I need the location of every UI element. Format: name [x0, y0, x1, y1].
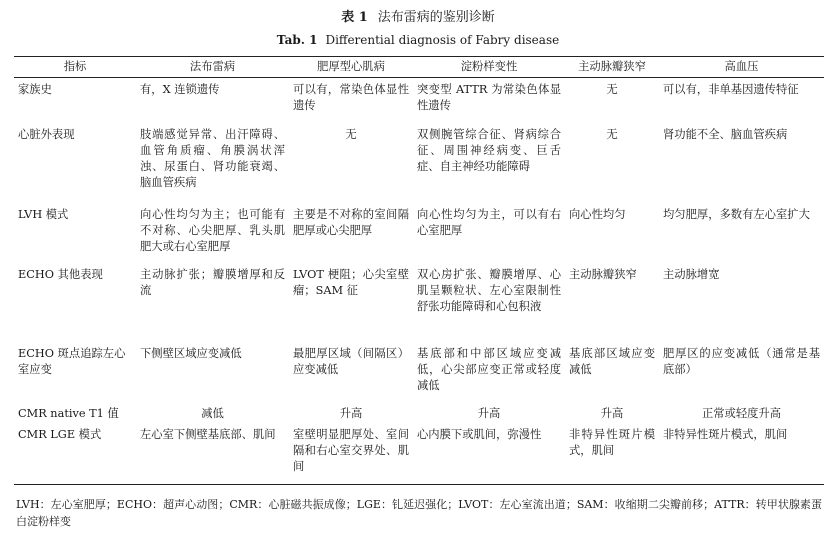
header-hcm: 肥厚型心肌病	[317, 60, 385, 73]
table-cell: 基底部和中部区域应变减低，心尖部应变正常或轻度减低	[417, 346, 561, 392]
table-cell: 肢端感觉异常、出汗障碍、血管角质瘤、角膜涡状浑浊、尿蛋白、肾功能衰竭、脑血管疾病	[140, 127, 285, 189]
table-cell: 室壁明显肥厚处、室间隔和右心室交界处、肌间	[293, 427, 409, 473]
table-cell: 非特异性斑片模式，肌间	[569, 427, 655, 457]
table-cell: 可以有，非单基因遗传特征	[663, 83, 799, 96]
header-amyloidosis: 淀粉样变性	[460, 60, 518, 73]
table-footnote: LVH：左心室肥厚；ECHO：超声心动图；CMR：心脏磁共振成像；LGE：钆延迟强化；LVOT：左心室流出道；SAM：收缩期二尖瓣前移；ATTR：转甲状腺素蛋白淀粉样变	[16, 498, 822, 528]
table-cell: 主动脉增宽	[663, 267, 720, 281]
table-cell: 向心性均匀为主，可以有右心室肥厚	[417, 207, 561, 237]
table-row	[14, 342, 824, 402]
table-cell: 双心房扩张、瓣膜增厚、心肌呈颗粒状、左心室限制性舒张功能障碍和心包积液	[417, 267, 561, 313]
table-cell: 左心室下侧壁基底部、肌间	[140, 427, 276, 441]
table-cell: 基底部区域应变减低	[569, 346, 655, 376]
row-label: ECHO 其他表现	[18, 267, 103, 281]
table-cell: 有，X 连锁遗传	[140, 83, 220, 96]
row-label: ECHO 斑点追踪左心室应变	[18, 346, 126, 376]
table-row	[14, 203, 824, 263]
table-title-cn	[0, 10, 836, 26]
table-cell: 下侧壁区域应变减低	[140, 346, 242, 360]
table-caption-en: Differential diagnosis of Fabry disease	[325, 33, 560, 47]
table-cell: 减低	[201, 406, 224, 420]
table-cell: 肥厚区的应变减低（通常是基底部）	[663, 346, 820, 376]
table-cell: 向心性均匀为主；也可能有不对称、心尖肥厚、乳头肌肥大或右心室肥厚	[140, 207, 285, 253]
table-number-cn: 表 1	[341, 10, 368, 25]
header-fabry: 法布雷病	[189, 60, 236, 73]
table-cell: 主要是不对称的室间隔肥厚或心尖肥厚	[293, 207, 409, 237]
table-caption-cn: 法布雷病的鉴别诊断	[377, 10, 495, 25]
table-cell: 非特异性斑片模式，肌间	[663, 427, 788, 441]
table-cell: 最肥厚区域（间隔区）应变减低	[293, 346, 409, 376]
table-row	[14, 123, 824, 203]
table-cell: 可以有，常染色体显性遗传	[293, 83, 409, 112]
row-label: 心脏外表现	[18, 127, 75, 141]
table-cell: 向心性均匀	[569, 207, 626, 221]
table-header-row	[14, 57, 824, 78]
header-hypertension: 高血压	[724, 60, 759, 73]
differential-diagnosis-table	[14, 56, 824, 485]
row-label: LVH 模式	[18, 207, 69, 221]
table-cell: 均匀肥厚，多数有左心室扩大	[663, 207, 810, 221]
table-row	[14, 425, 824, 485]
table-title-en	[0, 33, 836, 48]
table-cell: 升高	[477, 406, 501, 420]
table-cell: 双侧腕管综合征、肾病综合征、周围神经病变、巨舌症、自主神经功能障碍	[417, 127, 561, 173]
table-cell: 心内膜下或肌间，弥漫性	[417, 427, 542, 441]
table-row	[14, 402, 824, 425]
table-number-en: Tab. 1	[276, 33, 318, 47]
table-cell: 肾功能不全、脑血管疾病	[663, 127, 788, 141]
header-indicator: 指标	[63, 60, 87, 73]
table-cell: 无	[606, 127, 618, 141]
table-cell: 升高	[600, 406, 624, 420]
header-aortic-stenosis: 主动脉瓣狭窄	[578, 60, 646, 73]
row-label: CMR LGE 模式	[18, 427, 102, 441]
table-cell: 无	[606, 83, 618, 96]
row-label: CMR native T1 值	[18, 406, 119, 420]
row-label: 家族史	[18, 83, 52, 96]
table-cell: 主动脉扩张；瓣膜增厚和反流	[140, 267, 285, 297]
table-cell: 升高	[339, 406, 363, 420]
table-cell: 突变型 ATTR 为常染色体显性遗传	[417, 83, 561, 112]
table-row	[14, 78, 824, 123]
table-row	[14, 263, 824, 342]
table-cell: 无	[345, 127, 357, 141]
table-cell: LVOT 梗阻；心尖室壁瘤；SAM 征	[293, 267, 409, 297]
table-cell: 主动脉瓣狭窄	[569, 267, 637, 281]
table-cell: 正常或轻度升高	[701, 406, 782, 420]
